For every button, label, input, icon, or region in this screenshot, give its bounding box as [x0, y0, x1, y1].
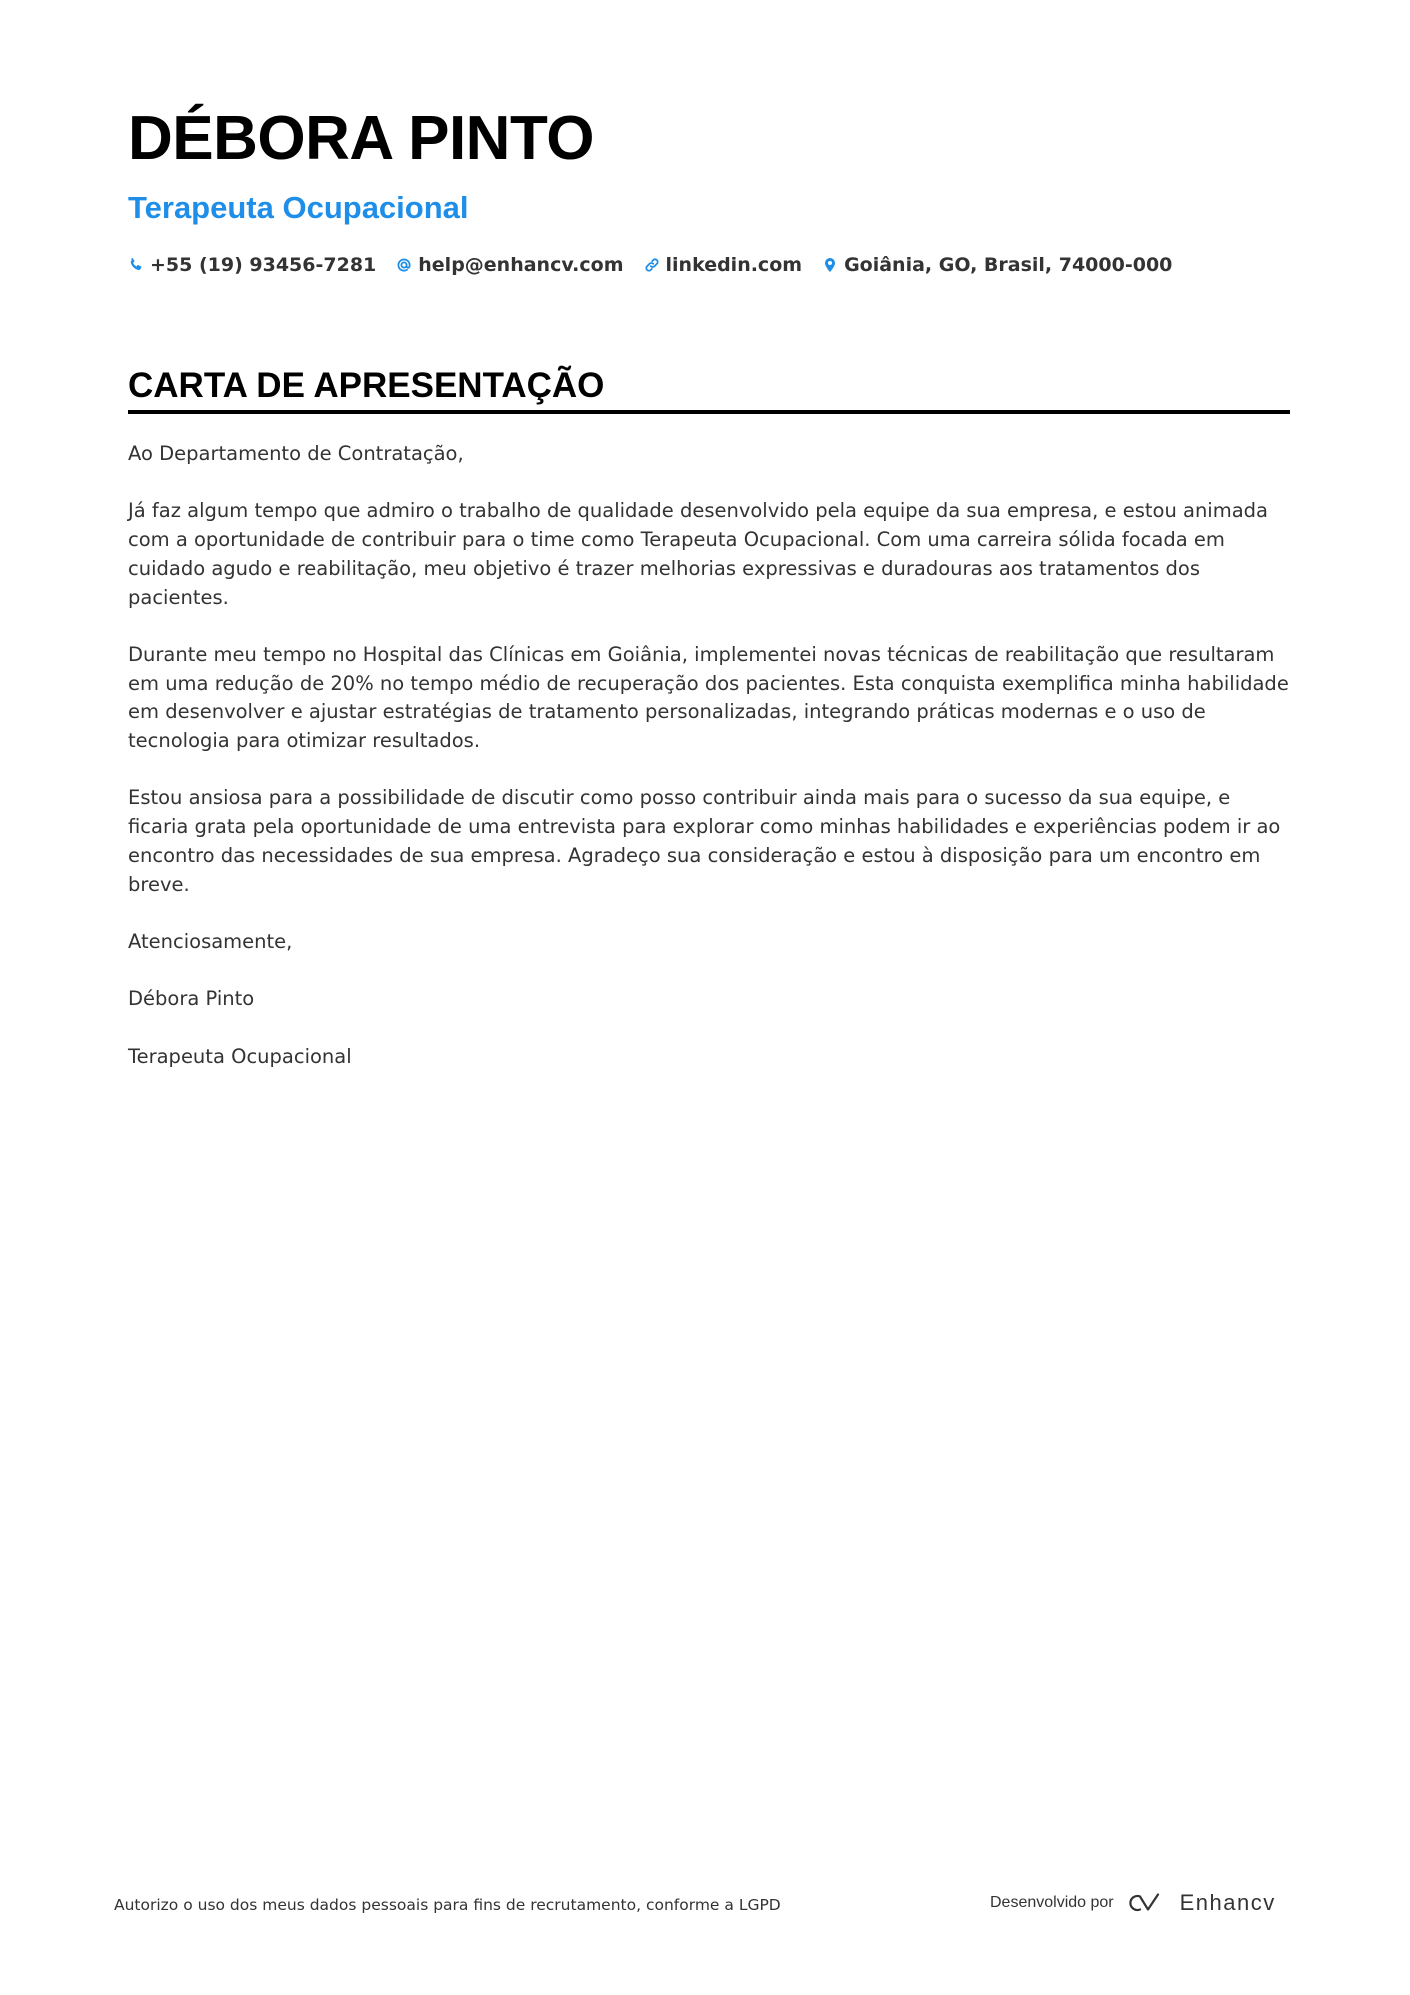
phone-icon	[128, 257, 144, 273]
candidate-name: DÉBORA PINTO	[128, 104, 594, 173]
consent-note: Autorizo o uso dos meus dados pessoais para fins de recrutamento, conforme a LGPD	[114, 1896, 781, 1914]
linkedin-text: linkedin.com	[665, 254, 803, 276]
powered-by-label: Desenvolvido por	[990, 1894, 1114, 1911]
brand-name: Enhancv	[1179, 1890, 1276, 1915]
letter-closing: Atenciosamente,	[128, 929, 293, 953]
location-pin-icon	[822, 257, 838, 273]
enhancv-logo-icon	[1126, 1891, 1170, 1915]
signature-name: Débora Pinto	[128, 987, 255, 1011]
email-text: help@enhancv.com	[418, 254, 624, 276]
contact-email[interactable]	[396, 254, 623, 276]
contact-phone	[128, 254, 376, 276]
candidate-role: Terapeuta Ocupacional	[128, 190, 469, 225]
contact-location	[822, 254, 1172, 276]
section-divider	[128, 410, 1290, 414]
letter-paragraph: Estou ansiosa para a possibilidade de discutir como posso contribuir ainda mais para o sucesso da sua equipe, e ficaria grata pela oportunidade de uma entrevista para explorar como minhas habilidades e experiências podem ir ao encontro das necessidades de sua empresa. Agradeço sua consideração e estou à disposição para um encontro em breve.	[128, 786, 1281, 896]
location-text: Goiânia, GO, Brasil, 74000-000	[844, 254, 1173, 276]
signature-role: Terapeuta Ocupacional	[128, 1044, 352, 1068]
powered-by[interactable]	[990, 1890, 1276, 1916]
contact-linkedin[interactable]	[644, 254, 803, 276]
phone-text: +55 (19) 93456-7281	[150, 254, 377, 276]
letter-paragraph: Durante meu tempo no Hospital das Clínicas em Goiânia, implementei novas técnicas de reabilitação que resultaram em uma redução de 20% no tempo médio de recuperação dos pacientes. Esta conquista exemplifica minha habilidade em desenvolver e ajustar estratégias de tratamento personalizadas, integrando práticas modernas e o uso de tecnologia para otimizar resultados.	[128, 642, 1289, 752]
letter-greeting: Ao Departamento de Contratação,	[128, 442, 464, 465]
brand-logo	[1126, 1890, 1276, 1916]
letter-body	[128, 440, 1290, 1100]
at-icon	[396, 257, 412, 273]
letter-paragraph: Já faz algum tempo que admiro o trabalho de qualidade desenvolvido pela equipe da sua empresa, e estou animada com a oportunidade de contribuir para o time como Terapeuta Ocupacional. Com uma carreira sólida focada em cuidado agudo e reabilitação, meu objetivo é trazer melhorias expressivas e duradouras aos tratamentos dos pacientes.	[128, 499, 1268, 609]
section-title: CARTA DE APRESENTAÇÃO	[128, 366, 605, 405]
link-icon	[644, 257, 660, 273]
contact-bar	[128, 254, 1172, 276]
